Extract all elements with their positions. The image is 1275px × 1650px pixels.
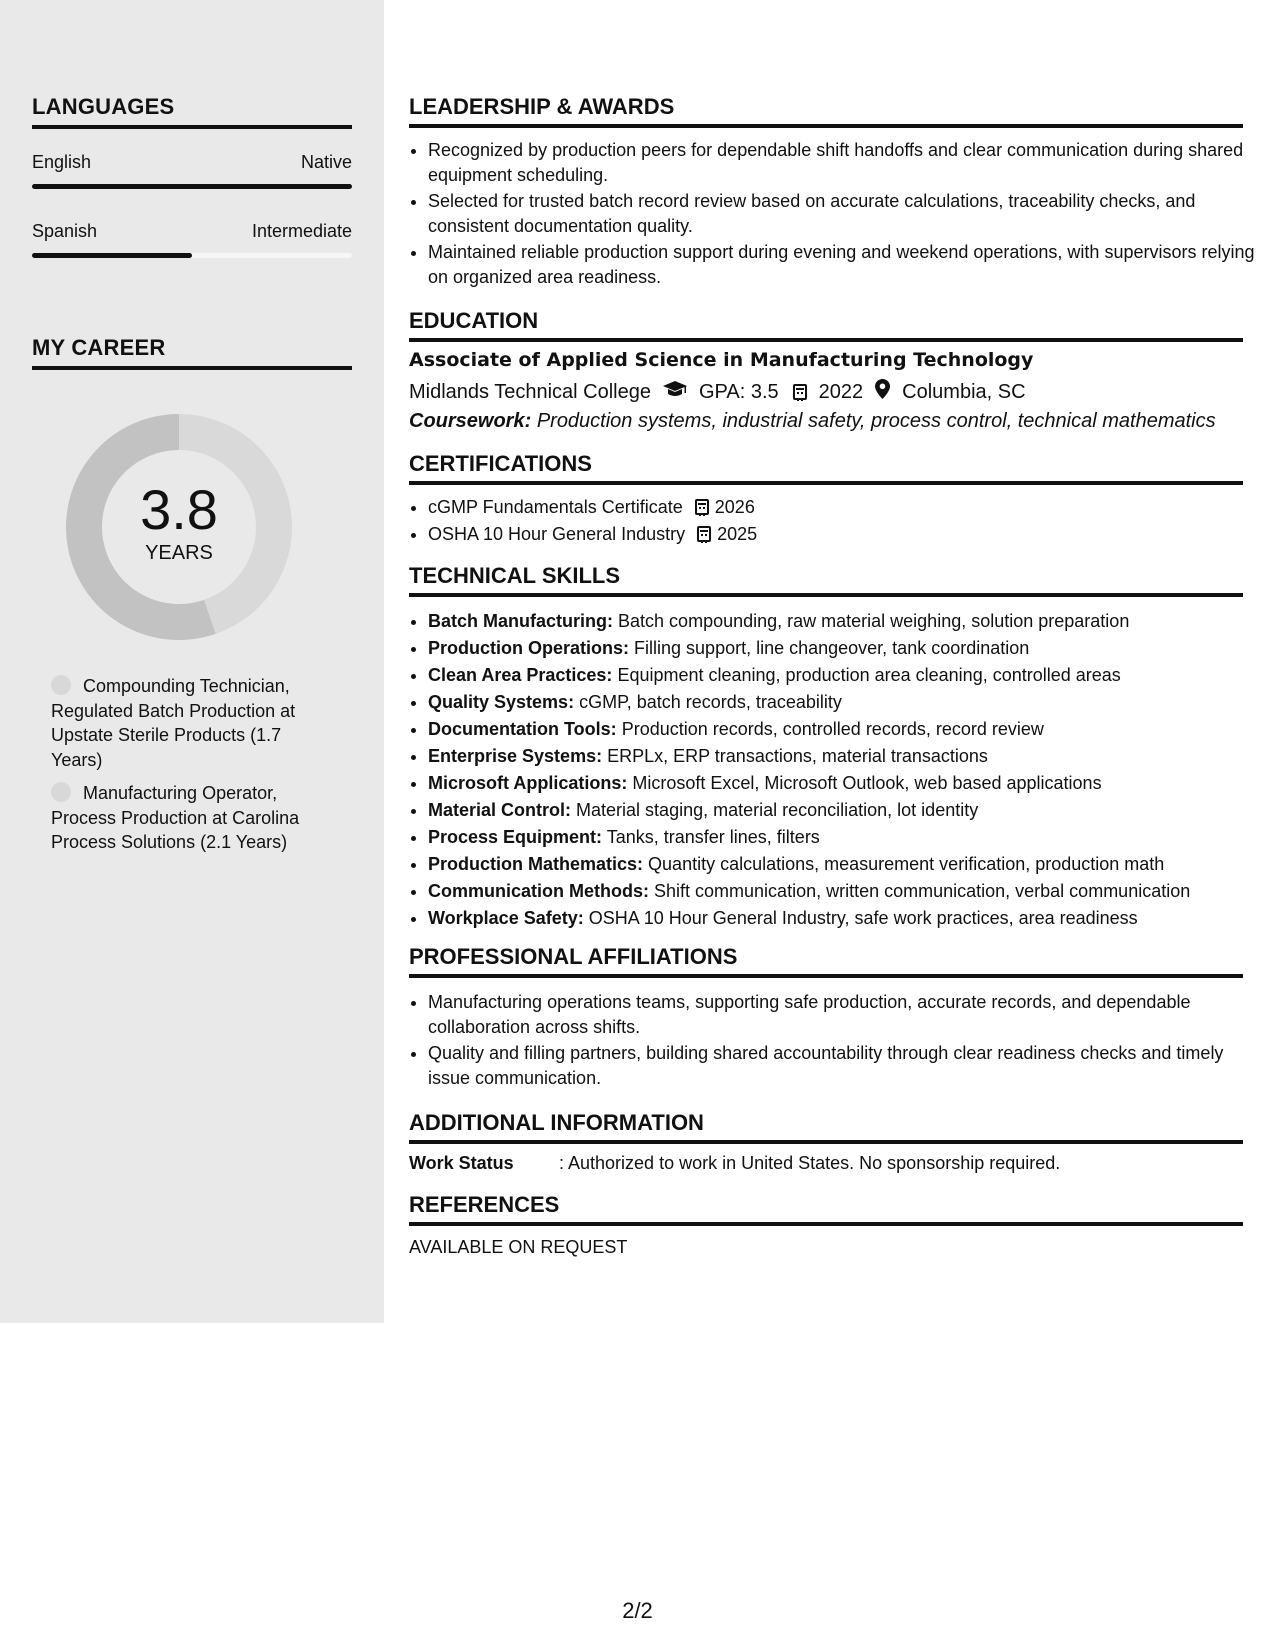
skill-text: Tanks, transfer lines, filters (606, 827, 820, 847)
certification-year: 2026 (714, 497, 755, 517)
skill-label: Production Mathematics: (428, 854, 644, 874)
language-bar-english (32, 184, 352, 189)
skill-item (428, 824, 1262, 851)
skill-label: Material Control: (428, 800, 572, 820)
education-year: 2022 (818, 380, 864, 403)
skill-item (428, 905, 1262, 932)
skill-item (428, 608, 1262, 635)
calendar-icon (793, 384, 807, 400)
work-status-label: Work Status (409, 1153, 514, 1173)
career-heading: MY CAREER (32, 335, 352, 370)
language-bar-spanish (32, 253, 352, 258)
graduation-cap-icon (663, 380, 687, 404)
language-row-spanish (32, 221, 352, 242)
skill-text: Quantity calculations, measurement verification, production math (648, 854, 1165, 874)
career-years-value: 3.8 (140, 477, 218, 541)
language-level: Native (300, 152, 352, 172)
skills-list (409, 608, 1262, 932)
list-item: • Quality and filling partners, building shared accountability through clear readiness checks and timely issue communication. (428, 1041, 1262, 1090)
list-item (428, 522, 1262, 547)
calendar-icon (695, 499, 709, 515)
leadership-heading: LEADERSHIP & AWARDS (409, 94, 1243, 128)
skill-label: Documentation Tools: (428, 719, 617, 739)
language-name: English (32, 152, 92, 172)
skill-item (428, 662, 1262, 689)
coursework-label: Coursework: (409, 410, 532, 432)
career-item (51, 674, 321, 772)
career-dot-icon (51, 675, 71, 695)
education-location: Columbia, SC (902, 380, 1026, 403)
language-row-english (32, 152, 352, 173)
skills-heading: TECHNICAL SKILLS (409, 563, 1243, 597)
skill-text: Material staging, material reconciliation, lot identity (576, 800, 979, 820)
skill-item (428, 635, 1262, 662)
skill-label: Production Operations: (428, 638, 630, 658)
skill-text: Equipment cleaning, production area cleaning, controlled areas (617, 665, 1121, 685)
career-list (51, 674, 321, 864)
skill-text: Microsoft Excel, Microsoft Outlook, web based applications (632, 773, 1102, 793)
location-pin-icon (875, 379, 890, 405)
education-gpa: GPA: 3.5 (699, 380, 779, 403)
skill-text: ERPLx, ERP transactions, material transactions (607, 746, 988, 766)
education-school: Midlands Technical College (409, 380, 651, 403)
skill-label: Process Equipment: (428, 827, 603, 847)
skill-label: Communication Methods: (428, 881, 649, 901)
skill-text: OSHA 10 Hour General Industry, safe work practices, area readiness (588, 908, 1138, 928)
affiliations-list (409, 990, 1262, 1092)
career-years-unit: YEARS (145, 541, 213, 564)
skill-label: Clean Area Practices: (428, 665, 613, 685)
work-status-row (409, 1153, 1060, 1174)
skill-item (428, 797, 1262, 824)
coursework-text: Production systems, industrial safety, process control, technical mathematics (536, 410, 1216, 432)
career-dot-icon (51, 782, 71, 802)
languages-heading: LANGUAGES (32, 94, 352, 129)
skill-label: Enterprise Systems: (428, 746, 603, 766)
skill-text: Batch compounding, raw material weighing, solution preparation (618, 611, 1130, 631)
skill-label: Quality Systems: (428, 692, 575, 712)
skill-text: Production records, controlled records, record review (621, 719, 1044, 739)
skill-text: cGMP, batch records, traceability (579, 692, 842, 712)
skill-item (428, 743, 1262, 770)
skill-item (428, 770, 1262, 797)
skill-item (428, 851, 1262, 878)
references-text: AVAILABLE ON REQUEST (409, 1237, 628, 1257)
skill-item (428, 689, 1262, 716)
calendar-icon (697, 526, 711, 542)
certification-name: cGMP Fundamentals Certificate (428, 497, 683, 517)
career-item-text: Compounding Technician, Regulated Batch Production at Upstate Sterile Products (1.7 Years) (51, 676, 296, 770)
certifications-list (409, 495, 1262, 548)
career-donut-center (66, 414, 292, 640)
certifications-heading: CERTIFICATIONS (409, 451, 1243, 485)
sidebar (0, 0, 384, 1323)
skill-label: Batch Manufacturing: (428, 611, 614, 631)
list-item: • Manufacturing operations teams, supporting safe production, accurate records, and dependable collaboration across shifts. (428, 990, 1262, 1039)
work-status-text: : Authorized to work in United States. No sponsorship required. (559, 1153, 1061, 1173)
skill-item (428, 716, 1262, 743)
page-number: 2/2 (622, 1598, 653, 1623)
skill-text: Shift communication, written communication, verbal communication (654, 881, 1191, 901)
additional-info-heading: ADDITIONAL INFORMATION (409, 1110, 1243, 1144)
certification-year: 2025 (717, 523, 758, 544)
education-meta (409, 379, 1026, 405)
skill-label: Workplace Safety: (428, 908, 584, 928)
education-coursework (409, 410, 1216, 433)
language-name: Spanish (32, 221, 98, 241)
skill-item (428, 878, 1262, 905)
career-item-text: Manufacturing Operator, Process Production at Carolina Process Solutions (2.1 Years) (51, 783, 300, 852)
list-item (428, 495, 1262, 520)
skill-label: Microsoft Applications: (428, 773, 628, 793)
references-heading: REFERENCES (409, 1192, 1243, 1226)
list-item: • Recognized by production peers for dependable shift handoffs and clear communication during shared equipment scheduling. (428, 138, 1262, 187)
leadership-list (409, 138, 1262, 291)
education-heading: EDUCATION (409, 308, 1243, 342)
list-item: • Selected for trusted batch record review based on accurate calculations, traceability checks, and consistent documentation quality. (428, 189, 1262, 238)
certification-name: OSHA 10 Hour General Industry (428, 523, 686, 544)
list-item: • Maintained reliable production support during evening and weekend operations, with supervisors relying on organized area readiness. (428, 240, 1262, 289)
affiliations-heading: PROFESSIONAL AFFILIATIONS (409, 944, 1243, 978)
career-item (51, 781, 321, 855)
career-donut-chart (66, 414, 292, 640)
skill-text: Filling support, line changeover, tank coordination (634, 638, 1030, 658)
language-level: Intermediate (251, 221, 352, 241)
education-degree: Associate of Applied Science in Manufacturing Technology (409, 349, 1034, 371)
language-bar-fill (32, 184, 352, 189)
language-bar-fill (32, 253, 192, 258)
